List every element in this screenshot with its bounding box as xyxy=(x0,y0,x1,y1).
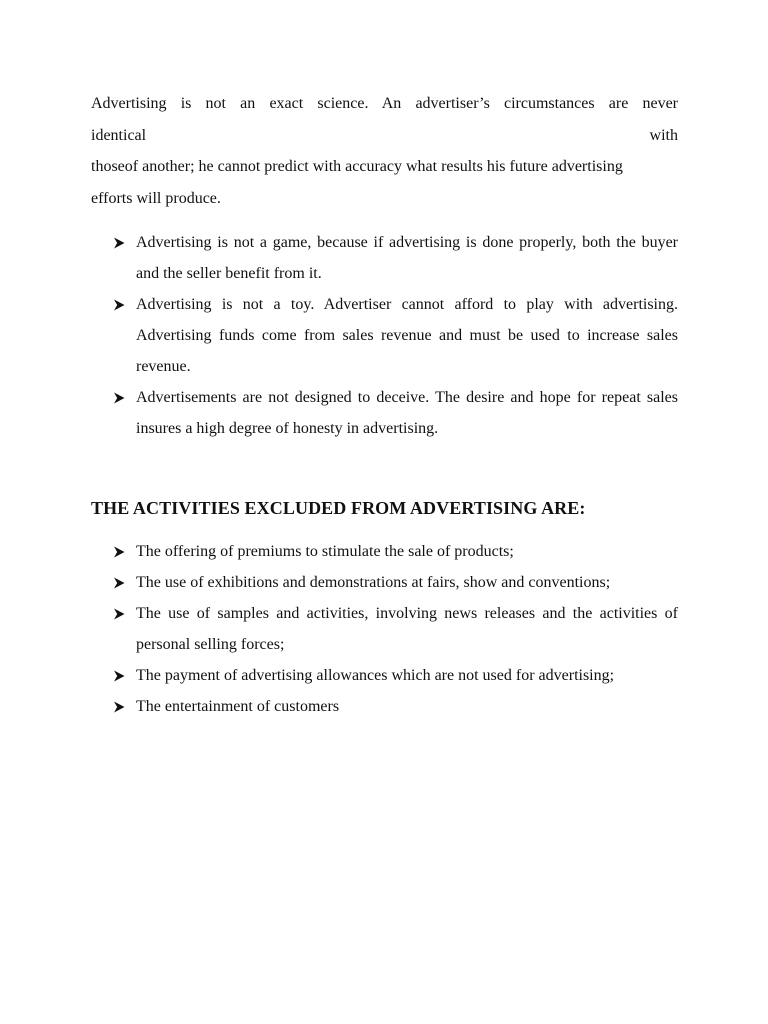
list-item-text: The use of exhibitions and demonstrations at fairs, show and conventions; xyxy=(136,574,611,591)
list-item-text: The payment of advertising allowances which are not used for advertising; xyxy=(136,667,615,684)
list-item xyxy=(91,227,678,289)
list-item-text: The entertainment of customers xyxy=(136,698,340,715)
intro-line: efforts will produce. xyxy=(91,189,221,207)
intro-line: Advertising is not an exact science. An advertiser’s circumstances are never xyxy=(91,95,678,112)
intro-line: thoseof another; he cannot predict with accuracy what results his future advertising xyxy=(91,158,623,175)
advertising-facts-list xyxy=(91,227,678,444)
list-item-text: The use of samples and activities, involving news releases and the activities of personal selling forces; xyxy=(136,605,678,653)
list-item-text: Advertising is not a toy. Advertiser cannot afford to play with advertising. Advertising funds come from sales revenue and must be used to increase sales revenue. xyxy=(136,296,678,375)
arrowhead-bullet-icon xyxy=(113,382,127,413)
list-item-text: The offering of premiums to stimulate the sale of products; xyxy=(136,543,514,560)
list-item xyxy=(91,382,678,444)
list-item xyxy=(91,660,678,691)
list-item xyxy=(91,536,678,567)
arrowhead-bullet-icon xyxy=(113,567,127,598)
arrowhead-bullet-icon xyxy=(113,289,127,320)
list-item-text: Advertising is not a game, because if advertising is done properly, both the buyer and the seller benefit from it. xyxy=(136,234,678,282)
list-item xyxy=(91,567,678,598)
intro-paragraph xyxy=(91,88,678,214)
list-item xyxy=(91,598,678,660)
list-item xyxy=(91,289,678,382)
list-item-text: Advertisements are not designed to deceive. The desire and hope for repeat sales insures a high degree of honesty in advertising. xyxy=(136,389,678,437)
arrowhead-bullet-icon xyxy=(113,536,127,567)
arrowhead-bullet-icon xyxy=(113,691,127,722)
section-heading: THE ACTIVITIES EXCLUDED FROM ADVERTISING ARE: xyxy=(91,498,586,518)
list-item xyxy=(91,691,678,722)
intro-line: identical with xyxy=(91,126,678,144)
arrowhead-bullet-icon xyxy=(113,660,127,691)
excluded-activities-list xyxy=(91,536,678,722)
document-page xyxy=(91,88,678,722)
arrowhead-bullet-icon xyxy=(113,227,127,258)
arrowhead-bullet-icon xyxy=(113,598,127,629)
